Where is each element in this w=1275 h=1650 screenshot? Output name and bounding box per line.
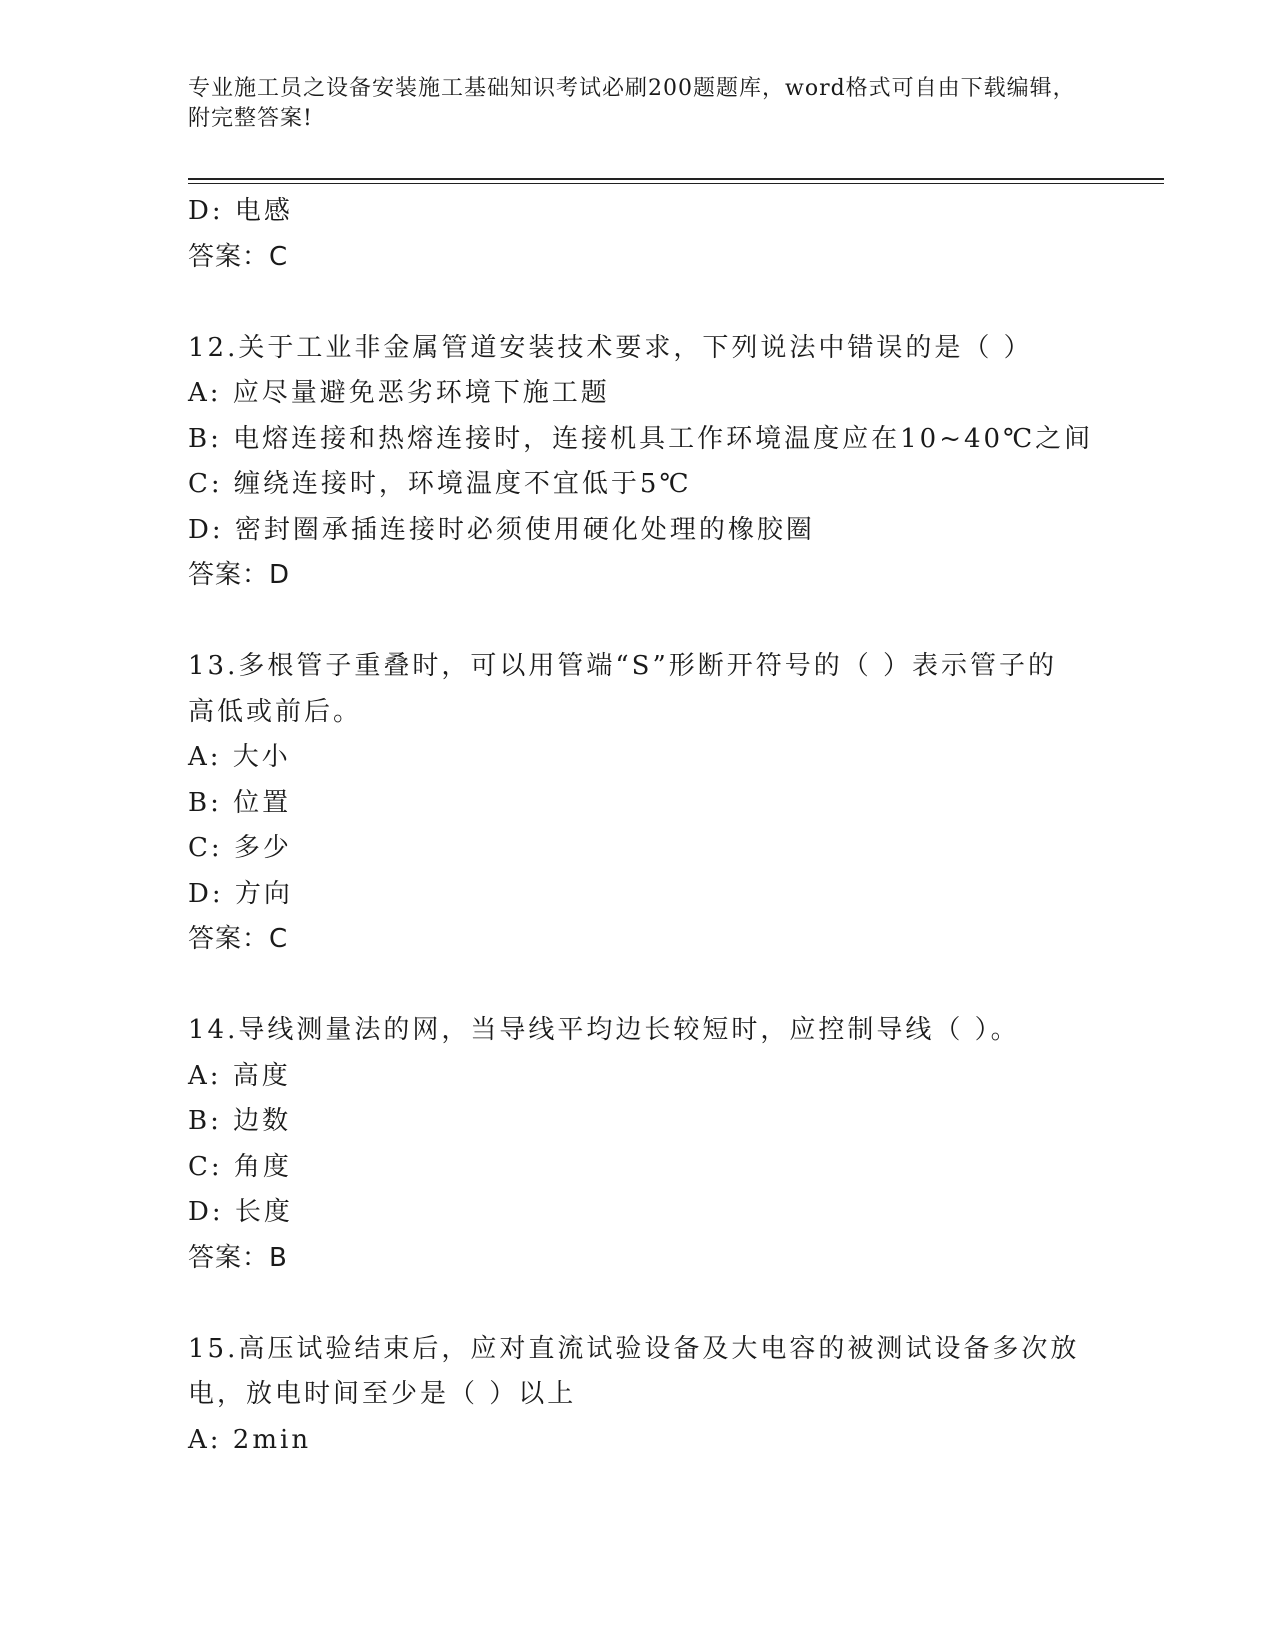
question-13-option-d: D: 方向	[188, 878, 293, 909]
question-14-option-a: A: 高度	[188, 1060, 291, 1091]
question-15-option-a: A: 2min	[188, 1424, 312, 1455]
question-13-answer: 答案：C	[188, 924, 289, 954]
question-14-stem: 14.导线测量法的网，当导线平均边长较短时，应控制导线（ ）。	[188, 1015, 1020, 1045]
spacer	[188, 1281, 1088, 1327]
question-15-stem-continued: 电，放电时间至少是（ ）以上	[188, 1379, 577, 1409]
document-header	[188, 74, 1088, 134]
question-13-option-b: B: 位置	[188, 787, 292, 818]
question-12-answer: 答案：D	[188, 560, 291, 590]
header-rule-thick	[188, 178, 1164, 180]
spacer	[188, 599, 1088, 645]
question-12-stem: 12.关于工业非金属管道安装技术要求，下列说法中错误的是（ ）	[188, 332, 1033, 363]
question-15-stem: 15.高压试验结束后，应对直流试验设备及大电容的被测试设备多次放	[188, 1333, 1080, 1364]
question-13-option-c: C: 多少	[188, 833, 292, 863]
header-title: 专业施工员之设备安装施工基础知识考试必刷200题题库，word格式可自由下载编辑，附完整答案!	[188, 76, 1076, 131]
question-14-answer: 答案：B	[188, 1242, 288, 1273]
spacer	[188, 280, 1088, 326]
question-13-stem-continued: 高低或前后。	[188, 696, 363, 727]
question-list	[188, 189, 1094, 1463]
prev-answer: 答案：C	[188, 241, 289, 272]
question-12-option-b: B: 电熔连接和热熔连接时，连接机具工作环境温度应在10~40℃之间	[188, 423, 1094, 454]
question-14-option-d: D: 长度	[188, 1197, 293, 1227]
question-14-option-b: B: 边数	[188, 1106, 292, 1136]
spacer	[188, 963, 1088, 1009]
question-13-option-a: A: 大小	[188, 742, 291, 772]
header-rule-thin	[188, 183, 1164, 184]
question-12-option-c: C: 缠绕连接时，环境温度不宜低于5℃	[188, 469, 692, 499]
question-12-option-d: D: 密封圈承插连接时必须使用硬化处理的橡胶圈	[188, 514, 815, 545]
prev-option-d: D: 电感	[188, 196, 293, 226]
question-13-stem: 13.多根管子重叠时，可以用管端“S”形断开符号的（ ）表示管子的	[188, 651, 1058, 681]
question-14-option-c: C: 角度	[188, 1151, 292, 1182]
question-12-option-a: A: 应尽量避免恶劣环境下施工题	[188, 378, 610, 408]
